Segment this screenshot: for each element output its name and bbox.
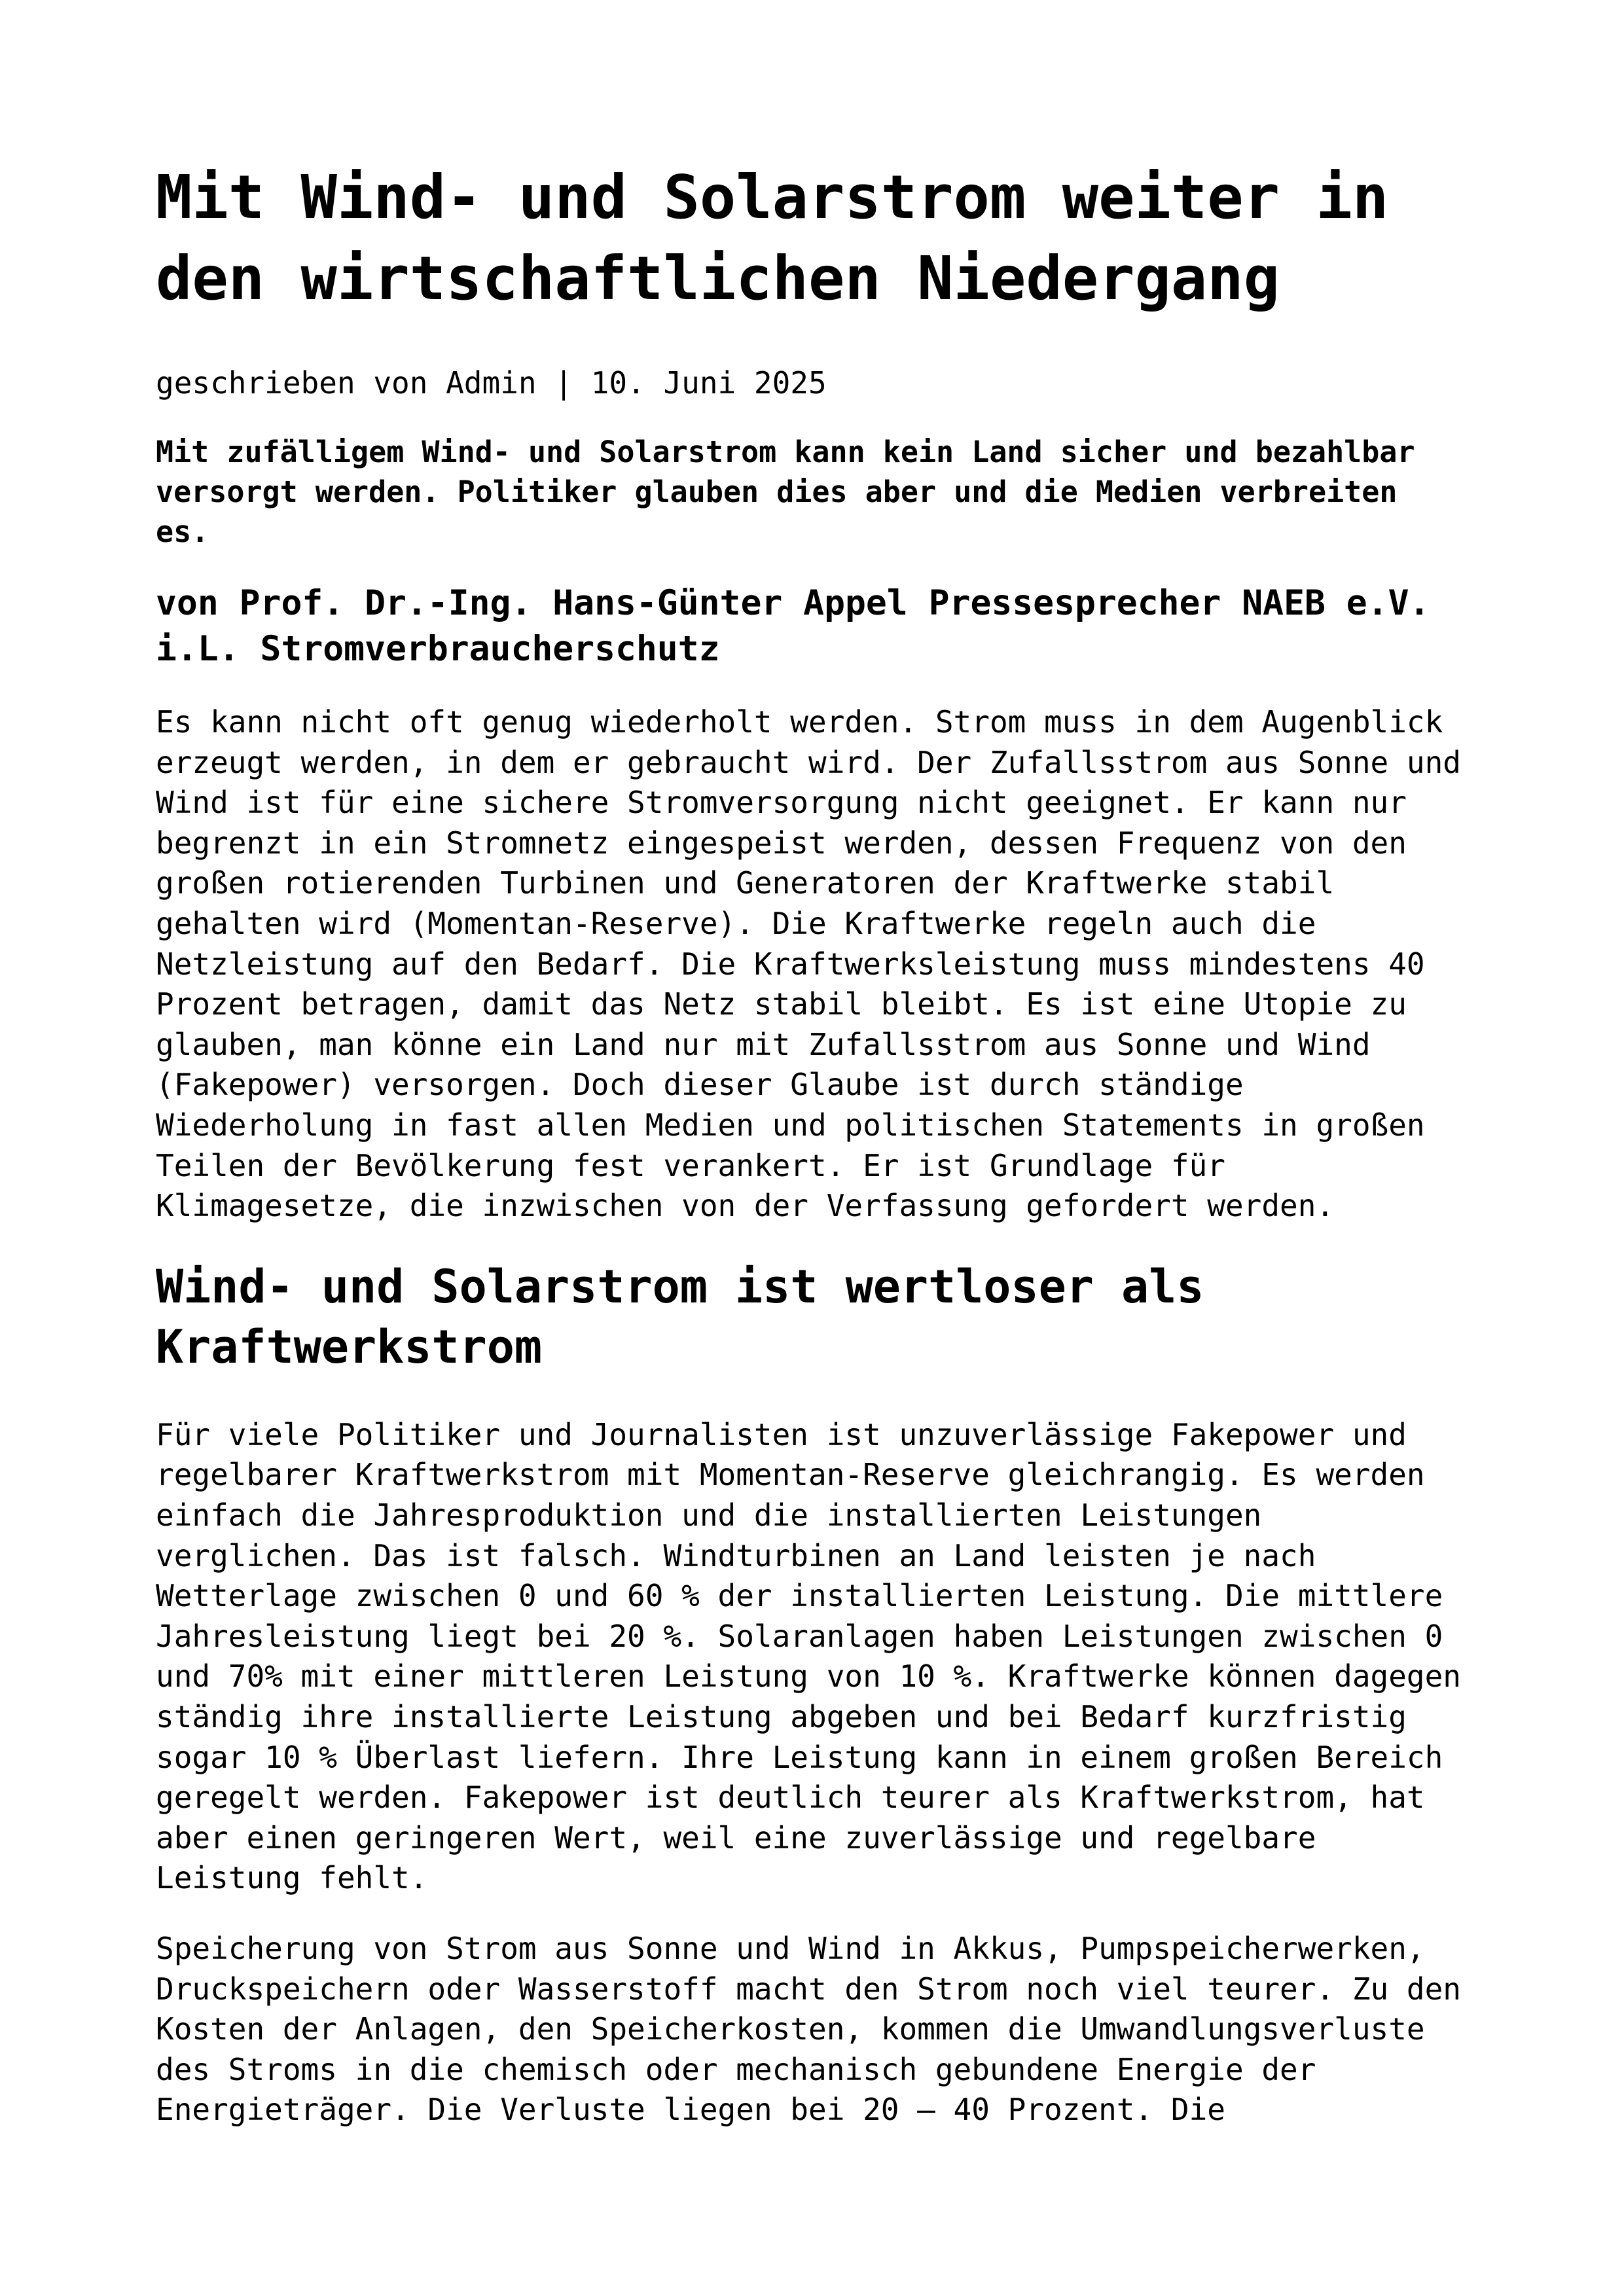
text-line: Es kann nicht oft genug wiederholt werden. Strom muss in dem Augenblick — [156, 704, 1443, 740]
text-line: verglichen. Das ist falsch. Windturbinen an Land leisten je nach — [156, 1537, 1316, 1573]
text-line: Wetterlage zwischen 0 und 60 % der installierten Leistung. Die mittlere — [156, 1578, 1443, 1614]
paragraph-1 — [156, 702, 1471, 1227]
text-line: Leistung fehlt. — [156, 1860, 428, 1896]
text-line: Wiederholung in fast allen Medien und politischen Statements in großen — [156, 1107, 1425, 1143]
section-heading — [156, 1257, 1471, 1377]
text-line: großen rotierenden Turbinen und Generatoren der Kraftwerke stabil — [156, 865, 1335, 901]
text-line: Prozent betragen, damit das Netz stabil bleibt. Es ist eine Utopie zu — [156, 986, 1407, 1022]
article-author — [156, 581, 1471, 672]
text-line: ständig ihre installierte Leistung abgeben und bei Bedarf kurzfristig — [156, 1698, 1407, 1734]
paragraph-3 — [156, 1929, 1471, 2130]
text-line: Jahresleistung liegt bei 20 %. Solaranlagen haben Leistungen zwischen 0 — [156, 1618, 1443, 1654]
author-line: von Prof. Dr.-Ing. Hans-Günter Appel Pressesprecher NAEB e.V. — [156, 583, 1430, 623]
text-line: Druckspeichern oder Wasserstoff macht den Strom noch viel teurer. Zu den — [156, 1971, 1461, 2007]
text-line: glauben, man könne ein Land nur mit Zufallsstrom aus Sonne und Wind — [156, 1026, 1371, 1062]
text-line: Wind ist für eine sichere Stromversorgung nicht geeignet. Er kann nur — [156, 785, 1407, 821]
text-line: begrenzt in ein Stromnetz eingespeist werden, dessen Frequenz von den — [156, 825, 1407, 861]
author-line: i.L. Stromverbraucherschutz — [156, 629, 720, 669]
text-line: Kosten der Anlagen, den Speicherkosten, kommen die Umwandlungsverluste — [156, 2011, 1425, 2047]
article-lead — [156, 432, 1471, 552]
text-line: sogar 10 % Überlast liefern. Ihre Leistung kann in einem großen Bereich — [156, 1739, 1443, 1775]
text-line: geregelt werden. Fakepower ist deutlich teurer als Kraftwerkstrom, hat — [156, 1780, 1425, 1816]
lead-line: Mit zufälligem Wind- und Solarstrom kann kein Land sicher und bezahlbar — [156, 435, 1415, 469]
text-line: regelbarer Kraftwerkstrom mit Momentan-Reserve gleichrangig. Es werden — [156, 1457, 1425, 1493]
text-line: des Stroms in die chemisch oder mechanisch gebundene Energie der — [156, 2051, 1316, 2087]
text-line: Speicherung von Strom aus Sonne und Wind in Akkus, Pumpspeicherwerken, — [156, 1930, 1425, 1966]
text-line: Klimagesetze, die inzwischen von der Verfassung gefordert werden. — [156, 1188, 1335, 1224]
text-line: aber einen geringeren Wert, weil eine zuverlässige und regelbare — [156, 1820, 1316, 1856]
article-meta: geschrieben von Admin | 10. Juni 2025 — [156, 365, 827, 401]
article — [156, 157, 1471, 2130]
title-line: Mit Wind- und Solarstrom weiter in — [156, 162, 1389, 232]
heading-line: Kraftwerkstrom — [156, 1319, 543, 1374]
lead-line: versorgt werden. Politiker glauben dies aber und die Medien verbreiten — [156, 475, 1398, 509]
text-line: gehalten wird (Momentan-Reserve). Die Kraftwerke regeln auch die — [156, 905, 1316, 941]
paragraph-2 — [156, 1415, 1471, 1899]
text-line: und 70% mit einer mittleren Leistung von 10 %. Kraftwerke können dagegen — [156, 1659, 1461, 1695]
article-title — [156, 157, 1471, 319]
text-line: (Fakepower) versorgen. Doch dieser Glaube ist durch ständige — [156, 1067, 1244, 1103]
text-line: Energieträger. Die Verluste liegen bei 20 – 40 Prozent. Die — [156, 2092, 1225, 2128]
text-line: Teilen der Bevölkerung fest verankert. Er ist Grundlage für — [156, 1147, 1225, 1183]
heading-line: Wind- und Solarstrom ist wertloser als — [156, 1259, 1204, 1314]
lead-line: es. — [156, 514, 209, 549]
text-line: Für viele Politiker und Journalisten ist unzuverlässige Fakepower und — [156, 1416, 1407, 1452]
text-line: erzeugt werden, in dem er gebraucht wird. Der Zufallsstrom aus Sonne und — [156, 744, 1461, 780]
text-line: Netzleistung auf den Bedarf. Die Kraftwerksleistung muss mindestens 40 — [156, 946, 1425, 982]
text-line: einfach die Jahresproduktion und die installierten Leistungen — [156, 1498, 1262, 1533]
title-line: den wirtschaftlichen Niedergang — [156, 243, 1280, 314]
